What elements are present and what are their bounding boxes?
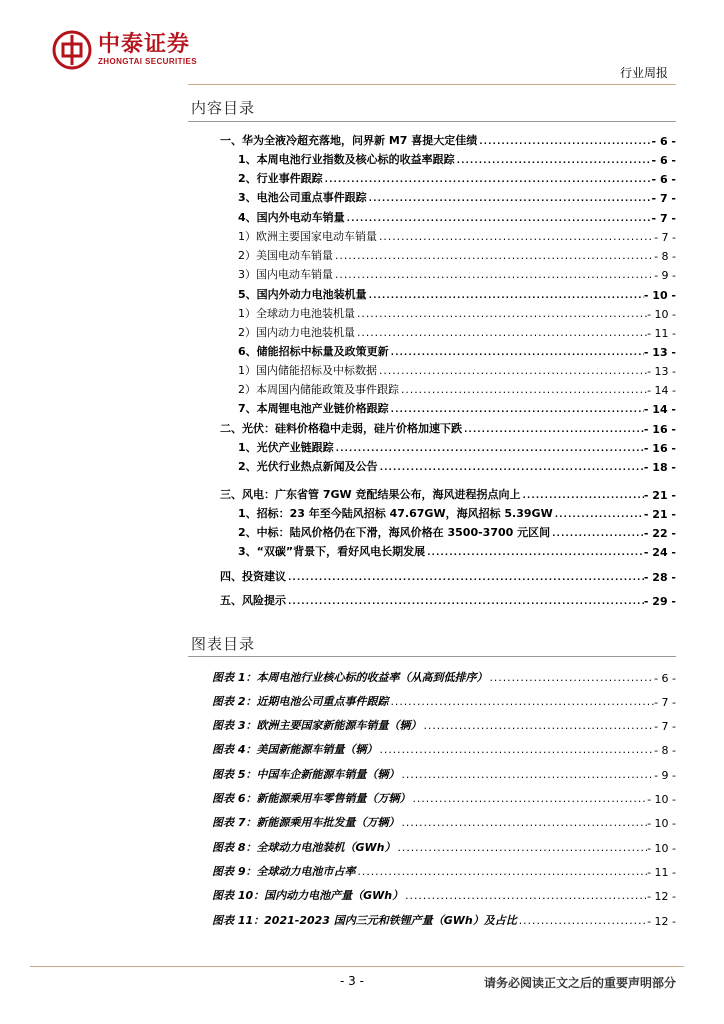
dot-leader bbox=[550, 528, 644, 540]
dot-leader bbox=[286, 596, 644, 608]
figure-entry[interactable] bbox=[188, 739, 676, 757]
figure-entry-label: 图表 3：欧洲主要国家新能源车销量（辆） bbox=[212, 719, 422, 732]
toc-entry-page: - 14 - bbox=[643, 403, 676, 416]
dot-leader bbox=[333, 251, 654, 263]
toc-entry[interactable] bbox=[188, 398, 676, 416]
toc-entry-page: - 14 - bbox=[647, 384, 676, 397]
dot-leader bbox=[399, 818, 647, 830]
toc-entry[interactable] bbox=[188, 245, 676, 263]
figure-entry[interactable] bbox=[188, 764, 676, 782]
figure-entry-page: - 11 - bbox=[647, 866, 676, 879]
toc-entry-page: - 21 - bbox=[643, 489, 676, 502]
toc-entry[interactable] bbox=[188, 187, 676, 205]
figure-entry[interactable] bbox=[188, 837, 676, 855]
figure-entry-page: - 7 - bbox=[654, 720, 676, 733]
toc-entry-label: 四、投资建议 bbox=[220, 570, 286, 583]
toc-entry-page: - 16 - bbox=[643, 423, 676, 436]
toc-entry-label: 一、华为全液冷超充落地，问界新 M7 喜提大定佳绩 bbox=[220, 134, 478, 147]
figure-entry-label: 图表 2：近期电池公司重点事件跟踪 bbox=[212, 695, 389, 708]
toc-entry[interactable] bbox=[188, 541, 676, 559]
dot-leader bbox=[323, 174, 652, 186]
toc-entry-label: 2、行业事件跟踪 bbox=[238, 172, 323, 185]
toc-entry[interactable] bbox=[188, 360, 676, 378]
toc-title: 内容目录 bbox=[191, 99, 256, 117]
figure-entry-label: 图表 5：中国车企新能源车销量（辆） bbox=[212, 768, 400, 781]
toc-entry[interactable] bbox=[188, 418, 676, 436]
toc-entry-page: - 7 - bbox=[654, 231, 676, 244]
dot-leader bbox=[517, 916, 647, 928]
toc-entry[interactable] bbox=[188, 322, 676, 340]
page-number: - 3 - bbox=[340, 974, 364, 988]
toc-entry[interactable] bbox=[188, 303, 676, 321]
dot-leader bbox=[377, 232, 654, 244]
figures-title-rule bbox=[188, 656, 676, 657]
toc-entry[interactable] bbox=[188, 207, 676, 225]
dot-leader bbox=[421, 721, 654, 733]
figure-entry-label: 图表 8：全球动力电池装机（GWh） bbox=[212, 841, 396, 854]
logo-english-name: ZHONGTAI SECURITIES bbox=[98, 57, 198, 66]
figure-entry-page: - 6 - bbox=[654, 672, 676, 685]
dot-leader bbox=[389, 404, 644, 416]
figure-entry-page: - 10 - bbox=[647, 793, 676, 806]
dot-leader bbox=[520, 490, 643, 502]
toc-entry[interactable] bbox=[188, 437, 676, 455]
dot-leader bbox=[367, 193, 652, 205]
toc-entry[interactable] bbox=[188, 522, 676, 540]
toc-entry-page: - 24 - bbox=[643, 546, 676, 559]
figure-entry-page: - 10 - bbox=[647, 817, 676, 830]
figure-entry[interactable] bbox=[188, 885, 676, 903]
dot-leader bbox=[334, 443, 644, 455]
figure-entry-label: 图表 10：国内动力电池产量（GWh） bbox=[212, 889, 404, 902]
dot-leader bbox=[345, 213, 652, 225]
toc-entry-label: 2、中标：陆风价格仍在下滑，海风价格在 3500-3700 元区间 bbox=[238, 526, 551, 539]
dot-leader bbox=[355, 867, 647, 879]
figure-entry-label: 图表 7：新能源乘用车批发量（万辆） bbox=[212, 816, 400, 829]
dot-leader bbox=[455, 155, 652, 167]
toc-entry[interactable] bbox=[188, 503, 676, 521]
toc-entry-page: - 21 - bbox=[643, 508, 676, 521]
dot-leader bbox=[355, 309, 647, 321]
figure-entry-label: 图表 9：全球动力电池市占率 bbox=[212, 865, 356, 878]
toc-entry[interactable] bbox=[188, 566, 676, 584]
toc-entry[interactable] bbox=[188, 226, 676, 244]
toc-entry[interactable] bbox=[188, 341, 676, 359]
toc-entry[interactable] bbox=[188, 284, 676, 302]
dot-leader bbox=[377, 745, 654, 757]
toc-entry-label: 3、“双碳”背景下，看好风电长期发展 bbox=[238, 545, 426, 558]
toc-entry-label: 3、电池公司重点事件跟踪 bbox=[238, 191, 367, 204]
toc-entry-page: - 7 - bbox=[651, 212, 676, 225]
toc-entry-label: 6、储能招标中标量及政策更新 bbox=[238, 345, 389, 358]
figure-entry-page: - 8 - bbox=[654, 744, 676, 757]
figures-title: 图表目录 bbox=[191, 635, 256, 653]
dot-leader bbox=[377, 366, 647, 378]
toc-entry-label: 二、光伏：硅料价格稳中走弱，硅片价格加速下跌 bbox=[220, 422, 462, 435]
figure-entry-page: - 9 - bbox=[654, 769, 676, 782]
dot-leader bbox=[487, 673, 654, 685]
dot-leader bbox=[395, 843, 647, 855]
figure-entry-page: - 12 - bbox=[647, 890, 676, 903]
dot-leader bbox=[403, 891, 647, 903]
figure-entry[interactable] bbox=[188, 691, 676, 709]
toc-entry[interactable] bbox=[188, 590, 676, 608]
toc-title-rule bbox=[188, 121, 676, 122]
dot-leader bbox=[355, 328, 647, 340]
toc-entry-label: 1）国内储能招标及中标数据 bbox=[238, 364, 377, 377]
dot-leader bbox=[333, 270, 654, 282]
figure-entry[interactable] bbox=[188, 788, 676, 806]
company-logo bbox=[52, 28, 197, 72]
toc-entry-label: 2）美国电动车销量 bbox=[238, 249, 333, 262]
dot-leader bbox=[378, 462, 644, 474]
toc-entry-page: - 16 - bbox=[643, 442, 676, 455]
logo-chinese-name: 中泰证券 bbox=[98, 32, 191, 57]
footer-divider bbox=[30, 966, 684, 967]
toc-entry-page: - 10 - bbox=[647, 308, 676, 321]
figure-entry-page: - 12 - bbox=[647, 915, 676, 928]
toc-entry[interactable] bbox=[188, 168, 676, 186]
toc-entry-label: 7、本周锂电池产业链价格跟踪 bbox=[238, 402, 389, 415]
toc-entry[interactable] bbox=[188, 484, 676, 502]
toc-entry-label: 1、光伏产业链跟踪 bbox=[238, 441, 334, 454]
toc-entry-page: - 7 - bbox=[651, 192, 676, 205]
toc-entry-page: - 18 - bbox=[643, 461, 676, 474]
figure-entry-label: 图表 6：新能源乘用车零售销量（万辆） bbox=[212, 792, 411, 805]
figure-entry-label: 图表 11：2021-2023 国内三元和铁锂产量（GWh）及占比 bbox=[212, 914, 517, 927]
toc-entry[interactable] bbox=[188, 379, 676, 397]
toc-entry-page: - 11 - bbox=[647, 327, 676, 340]
footer-disclaimer: 请务必阅读正文之后的重要声明部分 bbox=[483, 976, 676, 990]
toc-entry-label: 5、国内外动力电池装机量 bbox=[238, 288, 367, 301]
toc-entry-page: - 10 - bbox=[643, 289, 676, 302]
toc-entry-page: - 6 - bbox=[651, 173, 676, 186]
figure-entry[interactable] bbox=[188, 910, 676, 928]
toc-entry[interactable] bbox=[188, 149, 676, 167]
dot-leader bbox=[399, 770, 654, 782]
figure-entry[interactable] bbox=[188, 861, 676, 879]
figure-entry[interactable] bbox=[188, 667, 676, 685]
toc-entry[interactable] bbox=[188, 130, 676, 148]
toc-entry-page: - 9 - bbox=[654, 269, 676, 282]
dot-leader bbox=[462, 424, 644, 436]
dot-leader bbox=[553, 509, 644, 521]
dot-leader bbox=[367, 290, 644, 302]
zhongtai-logo-icon bbox=[52, 30, 92, 70]
dot-leader bbox=[286, 572, 644, 584]
toc-entry-page: - 6 - bbox=[651, 154, 676, 167]
figure-entry[interactable] bbox=[188, 715, 676, 733]
toc-entry-page: - 29 - bbox=[643, 595, 676, 608]
toc-entry[interactable] bbox=[188, 264, 676, 282]
toc-entry-label: 1）欧洲主要国家电动车销量 bbox=[238, 230, 377, 243]
header-divider bbox=[188, 84, 676, 85]
toc-entry-page: - 8 - bbox=[654, 250, 676, 263]
toc-entry-label: 五、风险提示 bbox=[220, 594, 286, 607]
dot-leader bbox=[477, 136, 651, 148]
toc-entry-label: 三、风电：广东省管 7GW 竞配结果公布，海风进程拐点向上 bbox=[220, 488, 521, 501]
toc-entry-page: - 13 - bbox=[647, 365, 676, 378]
dot-leader bbox=[388, 697, 654, 709]
toc-entry-page: - 22 - bbox=[643, 527, 676, 540]
toc-entry-label: 3）国内电动车销量 bbox=[238, 268, 333, 281]
toc-entry-label: 1）全球动力电池装机量 bbox=[238, 307, 355, 320]
toc-entry-label: 2、光伏行业热点新闻及公告 bbox=[238, 460, 378, 473]
toc-entry-label: 2）本周国内储能政策及事件跟踪 bbox=[238, 383, 399, 396]
toc-entry-label: 2）国内动力电池装机量 bbox=[238, 326, 355, 339]
report-type: 行业周报 bbox=[619, 66, 668, 80]
dot-leader bbox=[410, 794, 647, 806]
toc-entry-page: - 28 - bbox=[643, 571, 676, 584]
toc-entry-label: 4、国内外电动车销量 bbox=[238, 211, 345, 224]
toc-entry-page: - 6 - bbox=[651, 135, 676, 148]
figure-entry-label: 图表 4：美国新能源车销量（辆） bbox=[212, 743, 378, 756]
toc-entry-label: 1、招标：23 年至今陆风招标 47.67GW，海风招标 5.39GW bbox=[238, 507, 553, 520]
dot-leader bbox=[389, 347, 644, 359]
figure-entry-label: 图表 1：本周电池行业核心标的收益率（从高到低排序） bbox=[212, 671, 488, 684]
toc-entry-label: 1、本周电池行业指数及核心标的收益率跟踪 bbox=[238, 153, 455, 166]
dot-leader bbox=[399, 385, 647, 397]
figure-entry-page: - 7 - bbox=[654, 696, 676, 709]
toc-entry[interactable] bbox=[188, 456, 676, 474]
toc-entry-page: - 13 - bbox=[643, 346, 676, 359]
figure-entry[interactable] bbox=[188, 812, 676, 830]
dot-leader bbox=[425, 547, 644, 559]
figure-entry-page: - 10 - bbox=[647, 842, 676, 855]
